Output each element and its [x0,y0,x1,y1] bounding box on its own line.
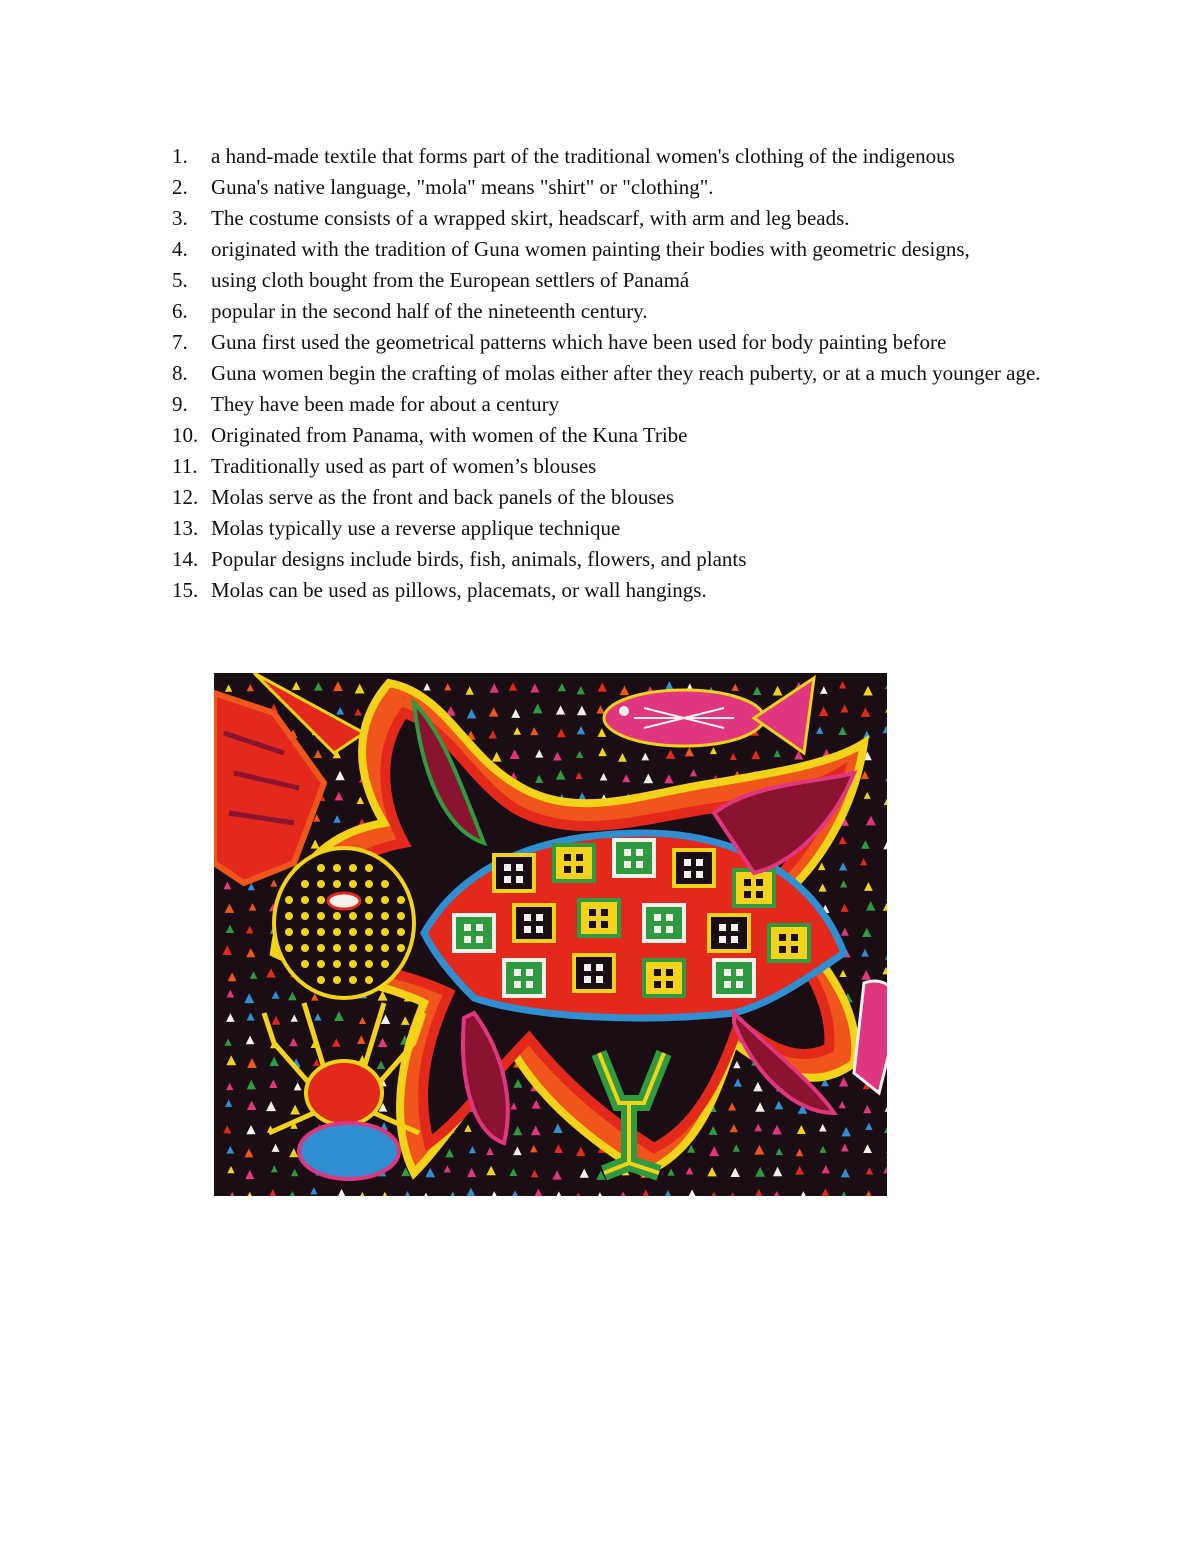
list-number: 15. [172,578,199,602]
list-text: Guna's native language, "mola" means "shirt" or "clothing". [211,175,714,199]
list-text: Guna first used the geometrical patterns which have been used for body painting before [211,330,947,354]
list-item [172,203,1072,234]
list-number: 9. [172,392,188,416]
list-number: 13. [172,516,199,540]
list-number: 5. [172,268,188,292]
list-number: 11. [172,454,198,478]
list-number: 3. [172,206,188,230]
list-item [172,513,1072,544]
list-item [172,172,1072,203]
list-item [172,234,1072,265]
list-item [172,482,1072,513]
list-item [172,296,1072,327]
list-number: 8. [172,361,188,385]
list-number: 14. [172,547,199,571]
list-item [172,389,1072,420]
list-text: Guna women begin the crafting of molas either after they reach puberty, or at a much younger age. [211,361,1041,385]
list-item [172,327,1072,358]
list-text: The costume consists of a wrapped skirt, headscarf, with arm and leg beads. [211,206,850,230]
mola-textile-image [214,673,887,1196]
list-text: Molas serve as the front and back panels of the blouses [211,485,675,509]
list-number: 4. [172,237,188,261]
list-text: Molas can be used as pillows, placemats, or wall hangings. [211,578,707,602]
list-text: They have been made for about a century [211,392,560,416]
list-number: 7. [172,330,188,354]
list-item [172,451,1072,482]
list-number: 2. [172,175,188,199]
list-text: Popular designs include birds, fish, animals, flowers, and plants [211,547,747,571]
mola-facts-list [172,141,1072,606]
list-item [172,141,1072,172]
list-item [172,265,1072,296]
list-text: Originated from Panama, with women of the Kuna Tribe [211,423,688,447]
list-number: 6. [172,299,188,323]
list-number: 1. [172,144,188,168]
list-item [172,575,1072,606]
mola-artwork [214,673,887,1196]
list-text: using cloth bought from the European settlers of Panamá [211,268,690,292]
list-item [172,420,1072,451]
list-text: a hand-made textile that forms part of the traditional women's clothing of the indigenous [211,144,955,168]
list-text: popular in the second half of the nineteenth century. [211,299,648,323]
list-number: 10. [172,423,199,447]
list-text: Molas typically use a reverse applique technique [211,516,621,540]
list-number: 12. [172,485,199,509]
list-text: originated with the tradition of Guna women painting their bodies with geometric designs, [211,237,970,261]
list-text: Traditionally used as part of women’s blouses [211,454,597,478]
list-item [172,358,1072,389]
list-item [172,544,1072,575]
